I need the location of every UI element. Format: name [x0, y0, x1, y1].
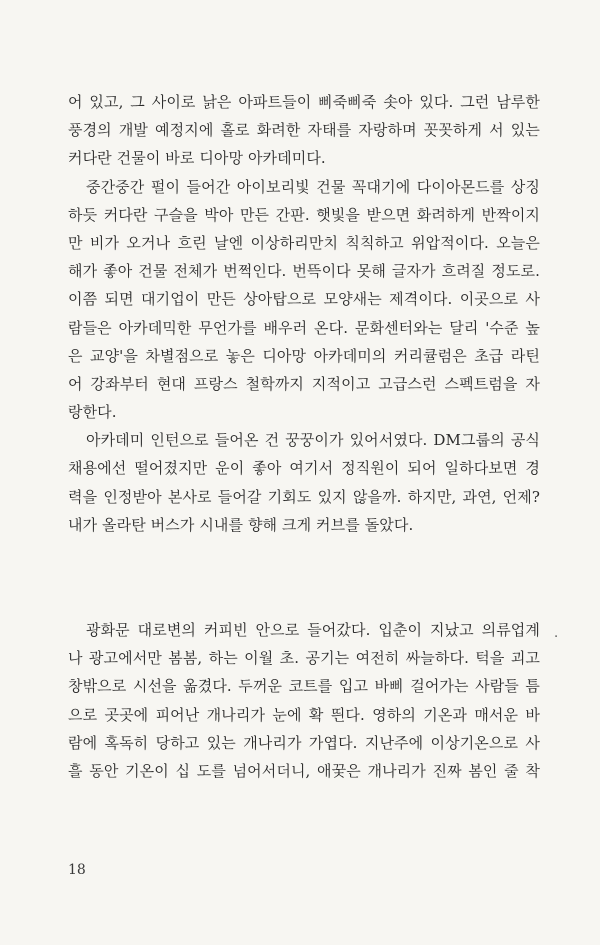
text-line: 커다란 건물이 바로 디아망 아카데미다.	[68, 149, 326, 168]
text-line: 어 강좌부터 현대 프랑스 철학까지 지적이고 고급스런 스펙트럼을 자	[68, 374, 540, 393]
text-line: 람에 혹독히 당하고 있는 개나리가 가엽다. 지난주에 이상기온으로 사	[68, 733, 540, 752]
text-line: 은 교양'을 차별점으로 놓은 디아망 아카데미의 커리큘럼은 초급 라틴	[68, 346, 540, 365]
text-line: 중간중간 펄이 들어간 아이보리빛 건물 꼭대기에 다이아몬드를 상징	[86, 177, 540, 196]
text-line: 어 있고, 그 사이로 낡은 아파트들이 삐죽삐죽 솟아 있다. 그런 남루한	[68, 93, 540, 111]
text-line: 하듯 커다란 구슬을 박아 만든 간판. 햇빛을 받으면 화려하게 반짝이지	[68, 205, 540, 224]
text-line: 아카데미 인턴으로 들어온 건 꿍꿍이가 있어서였다. DM그룹의 공식	[86, 431, 540, 450]
text-line: 력을 인정받아 본사로 들어갈 기회도 있지 않을까. 하지만, 과연, 언제?	[68, 487, 540, 506]
text-line: 나 광고에서만 봄봄, 하는 이월 초. 공기는 여전히 싸늘하다. 턱을 괴고	[68, 649, 540, 668]
text-line: 광화문 대로변의 커피빈 안으로 들어갔다. 입춘이 지났고 의류업계	[86, 621, 540, 639]
text-line: 채용에선 떨어졌지만 운이 좋아 여기서 정직원이 되어 일하다보면 경	[68, 459, 540, 478]
text-line: 으로 곳곳에 피어난 개나리가 눈에 확 띈다. 영하의 기온과 매서운 바	[68, 705, 540, 724]
text-line: 내가 올라탄 버스가 시내를 향해 크게 커브를 돌았다.	[68, 515, 414, 534]
text-line: 만 비가 오거나 흐린 날엔 이상하리만치 칙칙하고 위압적이다. 오늘은	[68, 233, 540, 252]
text-line: 창밖으로 시선을 옮겼다. 두꺼운 코트를 입고 바삐 걸어가는 사람들 틈	[68, 677, 540, 696]
text-line: 이쯤 되면 대기업이 만든 상아탑으로 모양새는 제격이다. 이곳으로 사	[68, 290, 540, 309]
text-line: 흘 동안 기온이 십 도를 넘어서더니, 애꿎은 개나리가 진짜 봄인 줄 착	[68, 761, 540, 780]
text-line: 랑한다.	[68, 403, 117, 422]
page-number: 18	[68, 862, 86, 878]
stray-mark: .	[554, 626, 559, 641]
section-2-text	[68, 616, 540, 785]
section-1-text	[68, 88, 540, 539]
text-line: 해가 좋아 건물 전체가 번쩍인다. 번뜩이다 못해 글자가 흐려질 정도로.	[68, 262, 540, 281]
text-line: 람들은 아카데믹한 무언가를 배우러 온다. 문화센터와는 달리 '수준 높	[68, 318, 540, 337]
text-line: 풍경의 개발 예정지에 홀로 화려한 자태를 자랑하며 꼿꼿하게 서 있는	[68, 121, 540, 140]
